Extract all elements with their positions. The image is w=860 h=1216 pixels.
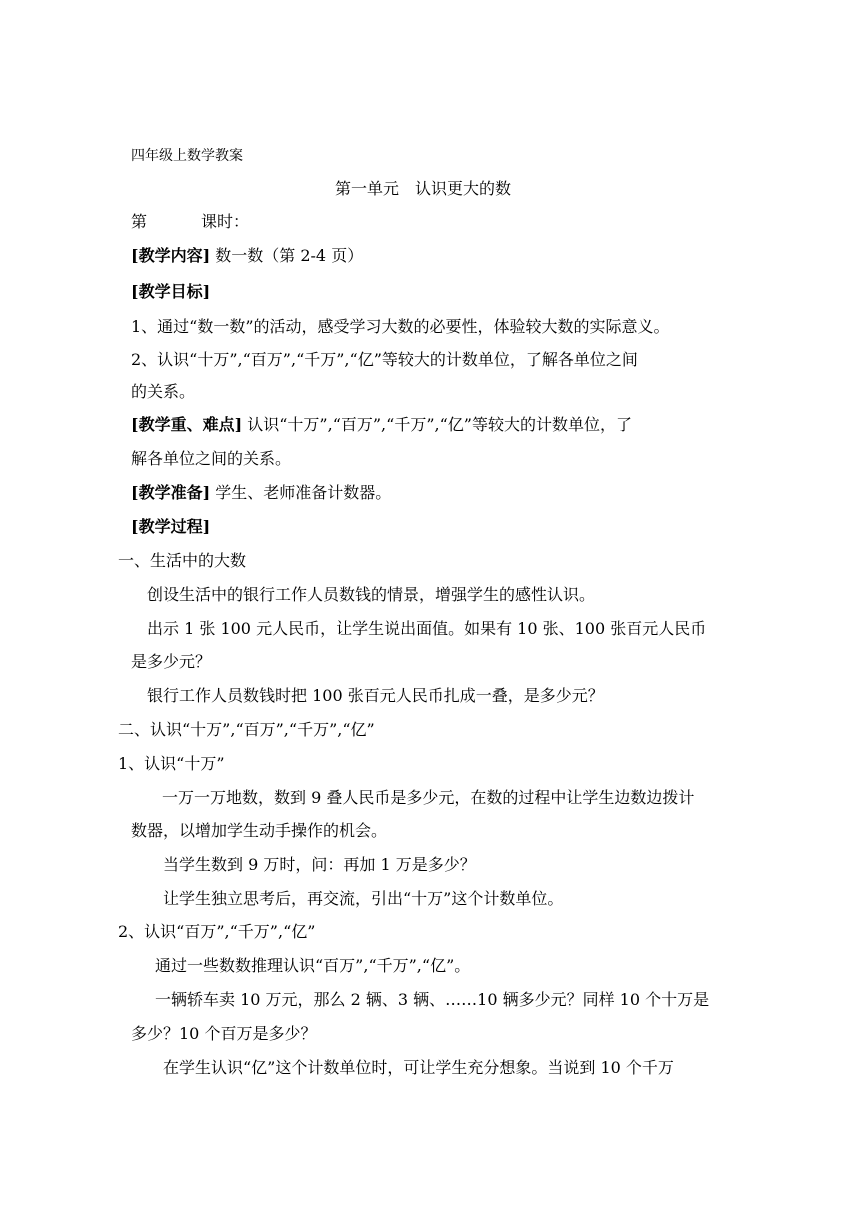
preparation-text: 学生、老师准备计数器。 xyxy=(215,483,392,502)
section-2-subheading-1: 1、认识“十万” xyxy=(118,754,225,773)
section-2-heading: 二、认识“十万”,“百万”,“千万”,“亿” xyxy=(118,720,375,739)
preparation-label: [教学准备] xyxy=(131,483,211,502)
section-2-paragraph-2: 当学生数到 9 万时，问：再加 1 万是多少？ xyxy=(163,855,476,874)
section-2-paragraph-1-line-1: 一万一万地数，数到 9 叠人民币是多少元，在数的过程中让学生边数边拨计 xyxy=(162,788,695,807)
section-2-subheading-2: 2、认识“百万”,“千万”,“亿” xyxy=(118,922,316,941)
section-2-paragraph-5-line-2: 多少？10 个百万是多少？ xyxy=(131,1024,317,1043)
section-1-paragraph-3: 银行工作人员数钱时把 100 张百元人民币扎成一叠，是多少元？ xyxy=(147,686,604,705)
teaching-content-text: 数一数（第 2-4 页） xyxy=(215,246,364,265)
key-points-label: [教学重、难点] xyxy=(131,415,243,434)
section-2-paragraph-1-line-2: 数器，以增加学生动手操作的机会。 xyxy=(131,821,388,840)
preparation-line xyxy=(131,483,391,503)
header-note: 四年级上数学教案 xyxy=(131,148,243,164)
teaching-content-line xyxy=(131,246,363,266)
goal-item-2-line-2: 的关系。 xyxy=(131,382,196,401)
lesson-label-suffix: 课时： xyxy=(201,212,250,231)
section-2-paragraph-6: 在学生认识“亿”这个计数单位时，可让学生充分想象。当说到 10 个千万 xyxy=(163,1058,674,1077)
key-points-line-1 xyxy=(131,415,632,435)
section-1-paragraph-2-line-1: 出示 1 张 100 元人民币，让学生说出面值。如果有 10 张、100 张百元人民币 xyxy=(147,619,707,638)
key-points-line-2: 解各单位之间的关系。 xyxy=(131,449,292,468)
lesson-period-line xyxy=(131,212,249,232)
key-points-text: 认识“十万”,“百万”,“千万”,“亿”等较大的计数单位，了 xyxy=(247,415,632,434)
section-1-paragraph-2-line-2: 是多少元？ xyxy=(131,652,212,671)
teaching-goals-label: [教学目标] xyxy=(131,282,211,301)
section-2-paragraph-5-line-1: 一辆轿车卖 10 万元，那么 2 辆、3 辆、……10 辆多少元？同样 10 个十万是 xyxy=(155,990,710,1009)
section-1-heading: 一、生活中的大数 xyxy=(118,551,247,570)
goal-item-2-line-1: 2、认识“十万”,“百万”,“千万”,“亿”等较大的计数单位，了解各单位之间 xyxy=(131,350,638,369)
lesson-label-prefix: 第 xyxy=(131,212,148,231)
section-2-paragraph-3: 让学生独立思考后，再交流，引出“十万”这个计数单位。 xyxy=(163,889,564,908)
teaching-content-label: [教学内容] xyxy=(131,246,211,265)
teaching-process-label: [教学过程] xyxy=(131,517,211,536)
section-1-paragraph-1: 创设生活中的银行工作人员数钱的情景，增强学生的感性认识。 xyxy=(147,585,596,604)
goal-item-1: 1、通过“数一数”的活动，感受学习大数的必要性，体验较大数的实际意义。 xyxy=(131,317,670,336)
page-title: 第一单元 认识更大的数 xyxy=(335,179,512,198)
section-2-paragraph-4: 通过一些数数推理认识“百万”,“千万”,“亿”。 xyxy=(155,956,471,975)
